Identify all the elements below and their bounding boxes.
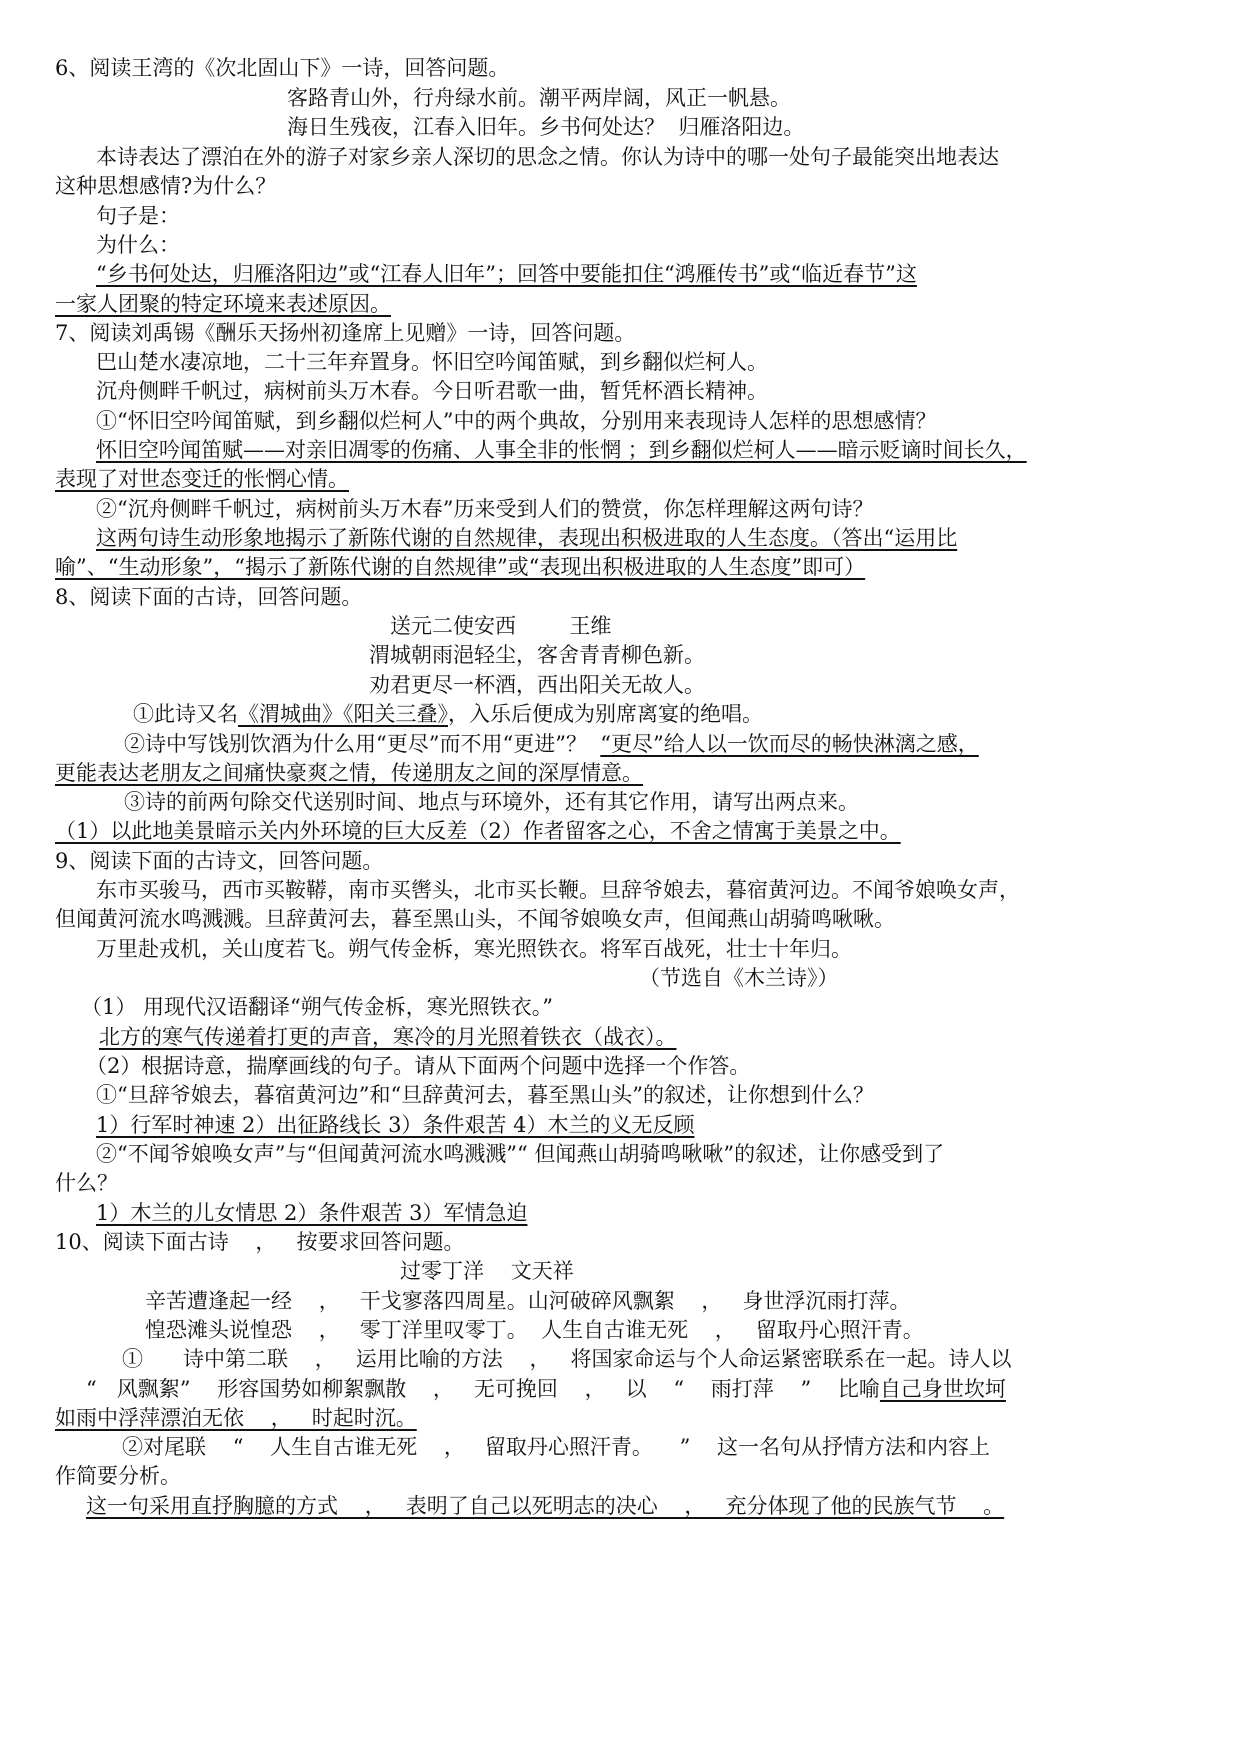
q8-sub1-prefix: ①此诗又名 xyxy=(133,702,238,726)
q6-label-why: 为什么： xyxy=(96,233,180,257)
q6-prompt-line-2: 这种思想感情?为什么？ xyxy=(55,174,277,198)
q10-sub1-line-2 xyxy=(86,1379,1006,1400)
q8-sub2-answer-line-1: “更尽”给人以一饮而尽的畅快淋漓之感， xyxy=(600,732,979,756)
q9-option2-question-line-2: 什么？ xyxy=(55,1171,118,1195)
q7-sub2-question: ②“沉舟侧畔千帆过，病树前头万木春”历来受到人们的赞赏，你怎样理解这两句诗？ xyxy=(96,497,874,521)
q9-text-line-3: 万里赴戎机，关山度若飞。朔气传金柝，寒光照铁衣。将军百战死，壮士十年归。 xyxy=(96,937,852,961)
q10-sub1-line-2-text: “ 风飘絮” 形容国势如柳絮飘散 ， 无可挽回 ， 以 “ 雨打萍 ” 比喻 xyxy=(86,1377,880,1401)
q7-title: 7、阅读刘禹锡《酬乐天扬州初逢席上见赠》一诗，回答问题。 xyxy=(55,321,636,345)
q8-poem-line-2: 劝君更尽一杯酒，西出阳关无故人。 xyxy=(369,673,705,697)
q9-option1-answer: 1）行军时神速 2）出征路线长 3）条件艰苦 4）木兰的义无反顾 xyxy=(96,1113,695,1137)
q7-sub2-answer-line-2: 喻”、“生动形象”，“揭示了新陈代谢的自然规律”或“表现出积极进取的人生态度”即可） xyxy=(55,555,866,579)
q9-sub1-question: （1） 用现代汉语翻译“朔气传金柝，寒光照铁衣。” xyxy=(81,995,554,1019)
q6-poem-line-2: 海日生残夜，江春入旧年。乡书何处达？ 归雁洛阳边。 xyxy=(287,115,805,139)
q7-sub1-question: ①“怀旧空吟闻笛赋，到乡翻似烂柯人”中的两个典故，分别用来表现诗人怎样的思想感情？ xyxy=(96,409,937,433)
q9-title: 9、阅读下面的古诗文，回答问题。 xyxy=(55,849,384,873)
q8-poem-title: 送元二使安西 王维 xyxy=(390,614,612,638)
q9-sub1-answer: 北方的寒气传递着打更的声音，寒冷的月光照着铁衣（战衣）。 xyxy=(99,1025,677,1049)
q9-option2-question-line-1: ②“不闻爷娘唤女声”与“但闻黄河流水鸣溅溅”“ 但闻燕山胡骑鸣啾啾”的叙述，让你感受到了 xyxy=(96,1142,945,1166)
q10-poem-line-2: 惶恐滩头说惶恐 ， 零丁洋里叹零丁。 人生自古谁无死 ， 留取丹心照汗青。 xyxy=(145,1318,924,1342)
q10-sub1-line-1: ① 诗中第二联 ， 运用比喻的方法 ， 将国家命运与个人命运紧密联系在一起。诗人以 xyxy=(122,1347,1012,1371)
q9-option1-question: ①“旦辞爷娘去，暮宿黄河边”和“旦辞黄河去，暮至黑山头”的叙述，让你想到什么？ xyxy=(96,1083,874,1107)
q6-poem-line-1: 客路青山外，行舟绿水前。潮平两岸阔，风正一帆悬。 xyxy=(287,86,791,110)
q7-sub2-answer-line-1: 这两句诗生动形象地揭示了新陈代谢的自然规律，表现出积极进取的人生态度。（答出“运用比 xyxy=(96,526,958,550)
q6-prompt-line-1: 本诗表达了漂泊在外的游子对家乡亲人深切的思念之情。你认为诗中的哪一处句子最能突出地表达 xyxy=(96,145,999,169)
q6-answer-line-2: 一家人团聚的特定环境来表述原因。 xyxy=(55,292,391,316)
q8-sub3-answer: （1）以此地美景暗示关内外环境的巨大反差（2）作者留客之心，不舍之情寓于美景之中。 xyxy=(55,819,901,843)
q9-sub2-question: （2）根据诗意，揣摩画线的句子。请从下面两个问题中选择一个作答。 xyxy=(86,1054,751,1078)
q7-poem-line-1: 巴山楚水凄凉地，二十三年弃置身。怀旧空吟闻笛赋，到乡翻似烂柯人。 xyxy=(96,350,768,374)
q10-title: 10、阅读下面古诗 ， 按要求回答问题。 xyxy=(55,1230,465,1254)
q8-sub1-answer: 《渭城曲》《阳关三叠》 xyxy=(238,702,448,726)
q9-source: （节选自《木兰诗》） xyxy=(639,966,839,990)
q8-sub1-suffix: ，入乐后便成为别席离宴的绝唱。 xyxy=(448,702,763,726)
q8-sub2-question: ②诗中写饯别饮酒为什么用“更尽”而不用“更进”？ xyxy=(124,732,601,756)
q10-poem-line-1: 辛苦遭逢起一经 ， 干戈寥落四周星。山河破碎风飘絮 ， 身世浮沉雨打萍。 xyxy=(145,1289,911,1313)
q6-answer-line-1: “乡书何处达，归雁洛阳边”或“江春人旧年”；回答中要能扣住“鸿雁传书”或“临近春节”这 xyxy=(96,262,917,286)
q10-sub2-question-line-1: ②对尾联 “ 人生自古谁无死 ， 留取丹心照汗青。 ” 这一名句从抒情方法和内容上 xyxy=(122,1435,991,1459)
q6-title: 6、阅读王湾的《次北固山下》一诗，回答问题。 xyxy=(55,56,510,80)
q8-sub2 xyxy=(124,734,979,755)
q10-sub1-line-3: 如雨中浮萍漂泊无依 ， 时起时沉。 xyxy=(55,1406,417,1430)
q10-sub1-line-2-answer: 自己身世坎坷 xyxy=(879,1377,1006,1401)
q8-sub2-answer-line-2: 更能表达老朋友之间痛快豪爽之情，传递朋友之间的深厚情意。 xyxy=(55,761,643,785)
q7-sub1-answer-line-1: 怀旧空吟闻笛赋——对亲旧凋零的伤痛、人事全非的怅惘 ；到乡翻似烂柯人——暗示贬谪时间长久， xyxy=(96,438,1027,462)
q8-poem-line-1: 渭城朝雨浥轻尘，客舍青青柳色新。 xyxy=(369,643,705,667)
q6-label-sentence: 句子是： xyxy=(96,204,180,228)
q8-title: 8、阅读下面的古诗，回答问题。 xyxy=(55,585,363,609)
q10-sub2-answer: 这一句采用直抒胸臆的方式 ， 表明了自己以死明志的决心 ， 充分体现了他的民族气节 。 xyxy=(86,1494,1005,1518)
q8-sub3-question: ③诗的前两句除交代送别时间、地点与环境外，还有其它作用，请写出两点来。 xyxy=(124,790,859,814)
q9-option2-answer: 1）木兰的儿女情思 2）条件艰苦 3）军情急迫 xyxy=(96,1201,528,1225)
q9-text-line-1: 东市买骏马，西市买鞍鞯，南市买辔头，北市买长鞭。旦辞爷娘去，暮宿黄河边。不闻爷娘唤女声， xyxy=(96,878,1020,902)
q10-poem-title: 过零丁洋 文天祥 xyxy=(400,1259,574,1283)
q9-text-line-2: 但闻黄河流水鸣溅溅。旦辞黄河去，暮至黑山头，不闻爷娘唤女声，但闻燕山胡骑鸣啾啾。 xyxy=(55,907,895,931)
q8-sub1 xyxy=(133,704,763,725)
q7-poem-line-2: 沉舟侧畔千帆过，病树前头万木春。今日听君歌一曲，暂凭杯酒长精神。 xyxy=(96,379,768,403)
q10-sub2-question-line-2: 作简要分析。 xyxy=(55,1464,181,1488)
q7-sub1-answer-line-2: 表现了对世态变迁的怅惘心情。 xyxy=(55,467,349,491)
